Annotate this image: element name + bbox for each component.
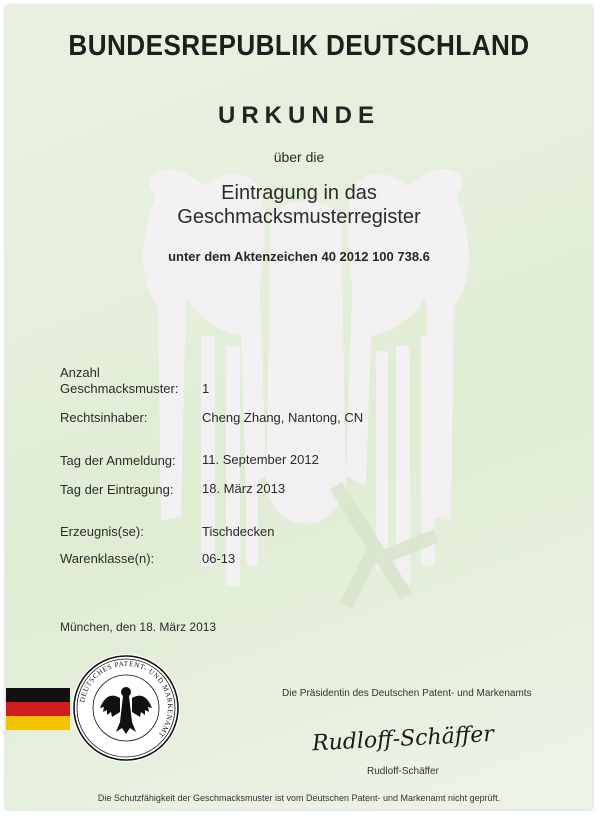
field-value: 06-13 xyxy=(202,551,236,566)
field-value: 1 xyxy=(202,381,210,396)
field-value: Tischdecken xyxy=(202,524,275,539)
field-label: Tag der Eintragung: xyxy=(60,482,174,497)
footer-note: Die Schutzfähigkeit der Geschmacksmuster ist vom Deutschen Patent- und Markenamt nicht geprüft. xyxy=(97,793,501,803)
field-value: Cheng Zhang, Nantong, CN xyxy=(202,410,364,425)
field-label: Rechtsinhaber: xyxy=(60,410,148,425)
document-title: URKUNDE xyxy=(218,102,380,129)
register-line-1: Eintragung in das xyxy=(221,182,377,204)
certificate-document xyxy=(6,6,592,809)
field-label: Warenklasse(n): xyxy=(60,551,155,566)
register-line-2: Geschmacksmusterregister xyxy=(177,206,421,228)
office-title: Die Präsidentin des Deutschen Patent- und Markenamts xyxy=(282,688,532,699)
place-date: München, den 18. März 2013 xyxy=(60,620,217,634)
german-flag-icon xyxy=(6,688,70,730)
field-label: Tag der Anmeldung: xyxy=(60,453,176,468)
field-value: 18. März 2013 xyxy=(202,481,286,496)
official-seal-icon xyxy=(70,652,182,764)
seal-text: DEUTSCHES PATENT- UND MARKENAMT xyxy=(78,659,175,740)
signatory-name: Rudloff-Schäffer xyxy=(367,766,439,777)
signature xyxy=(306,714,496,760)
field-label: Anzahl xyxy=(60,365,100,380)
subtitle-ueber: über die xyxy=(273,149,325,165)
field-label: Erzeugnis(se): xyxy=(60,524,144,539)
field-label: Geschmacksmuster: xyxy=(60,381,179,396)
country-heading: BUNDESREPUBLIK DEUTSCHLAND xyxy=(68,30,530,62)
field-value: 11. September 2012 xyxy=(202,452,319,467)
signature-text: Rudloff-Schäffer xyxy=(311,721,495,757)
file-number: unter dem Aktenzeichen 40 2012 100 738.6 xyxy=(168,249,430,264)
